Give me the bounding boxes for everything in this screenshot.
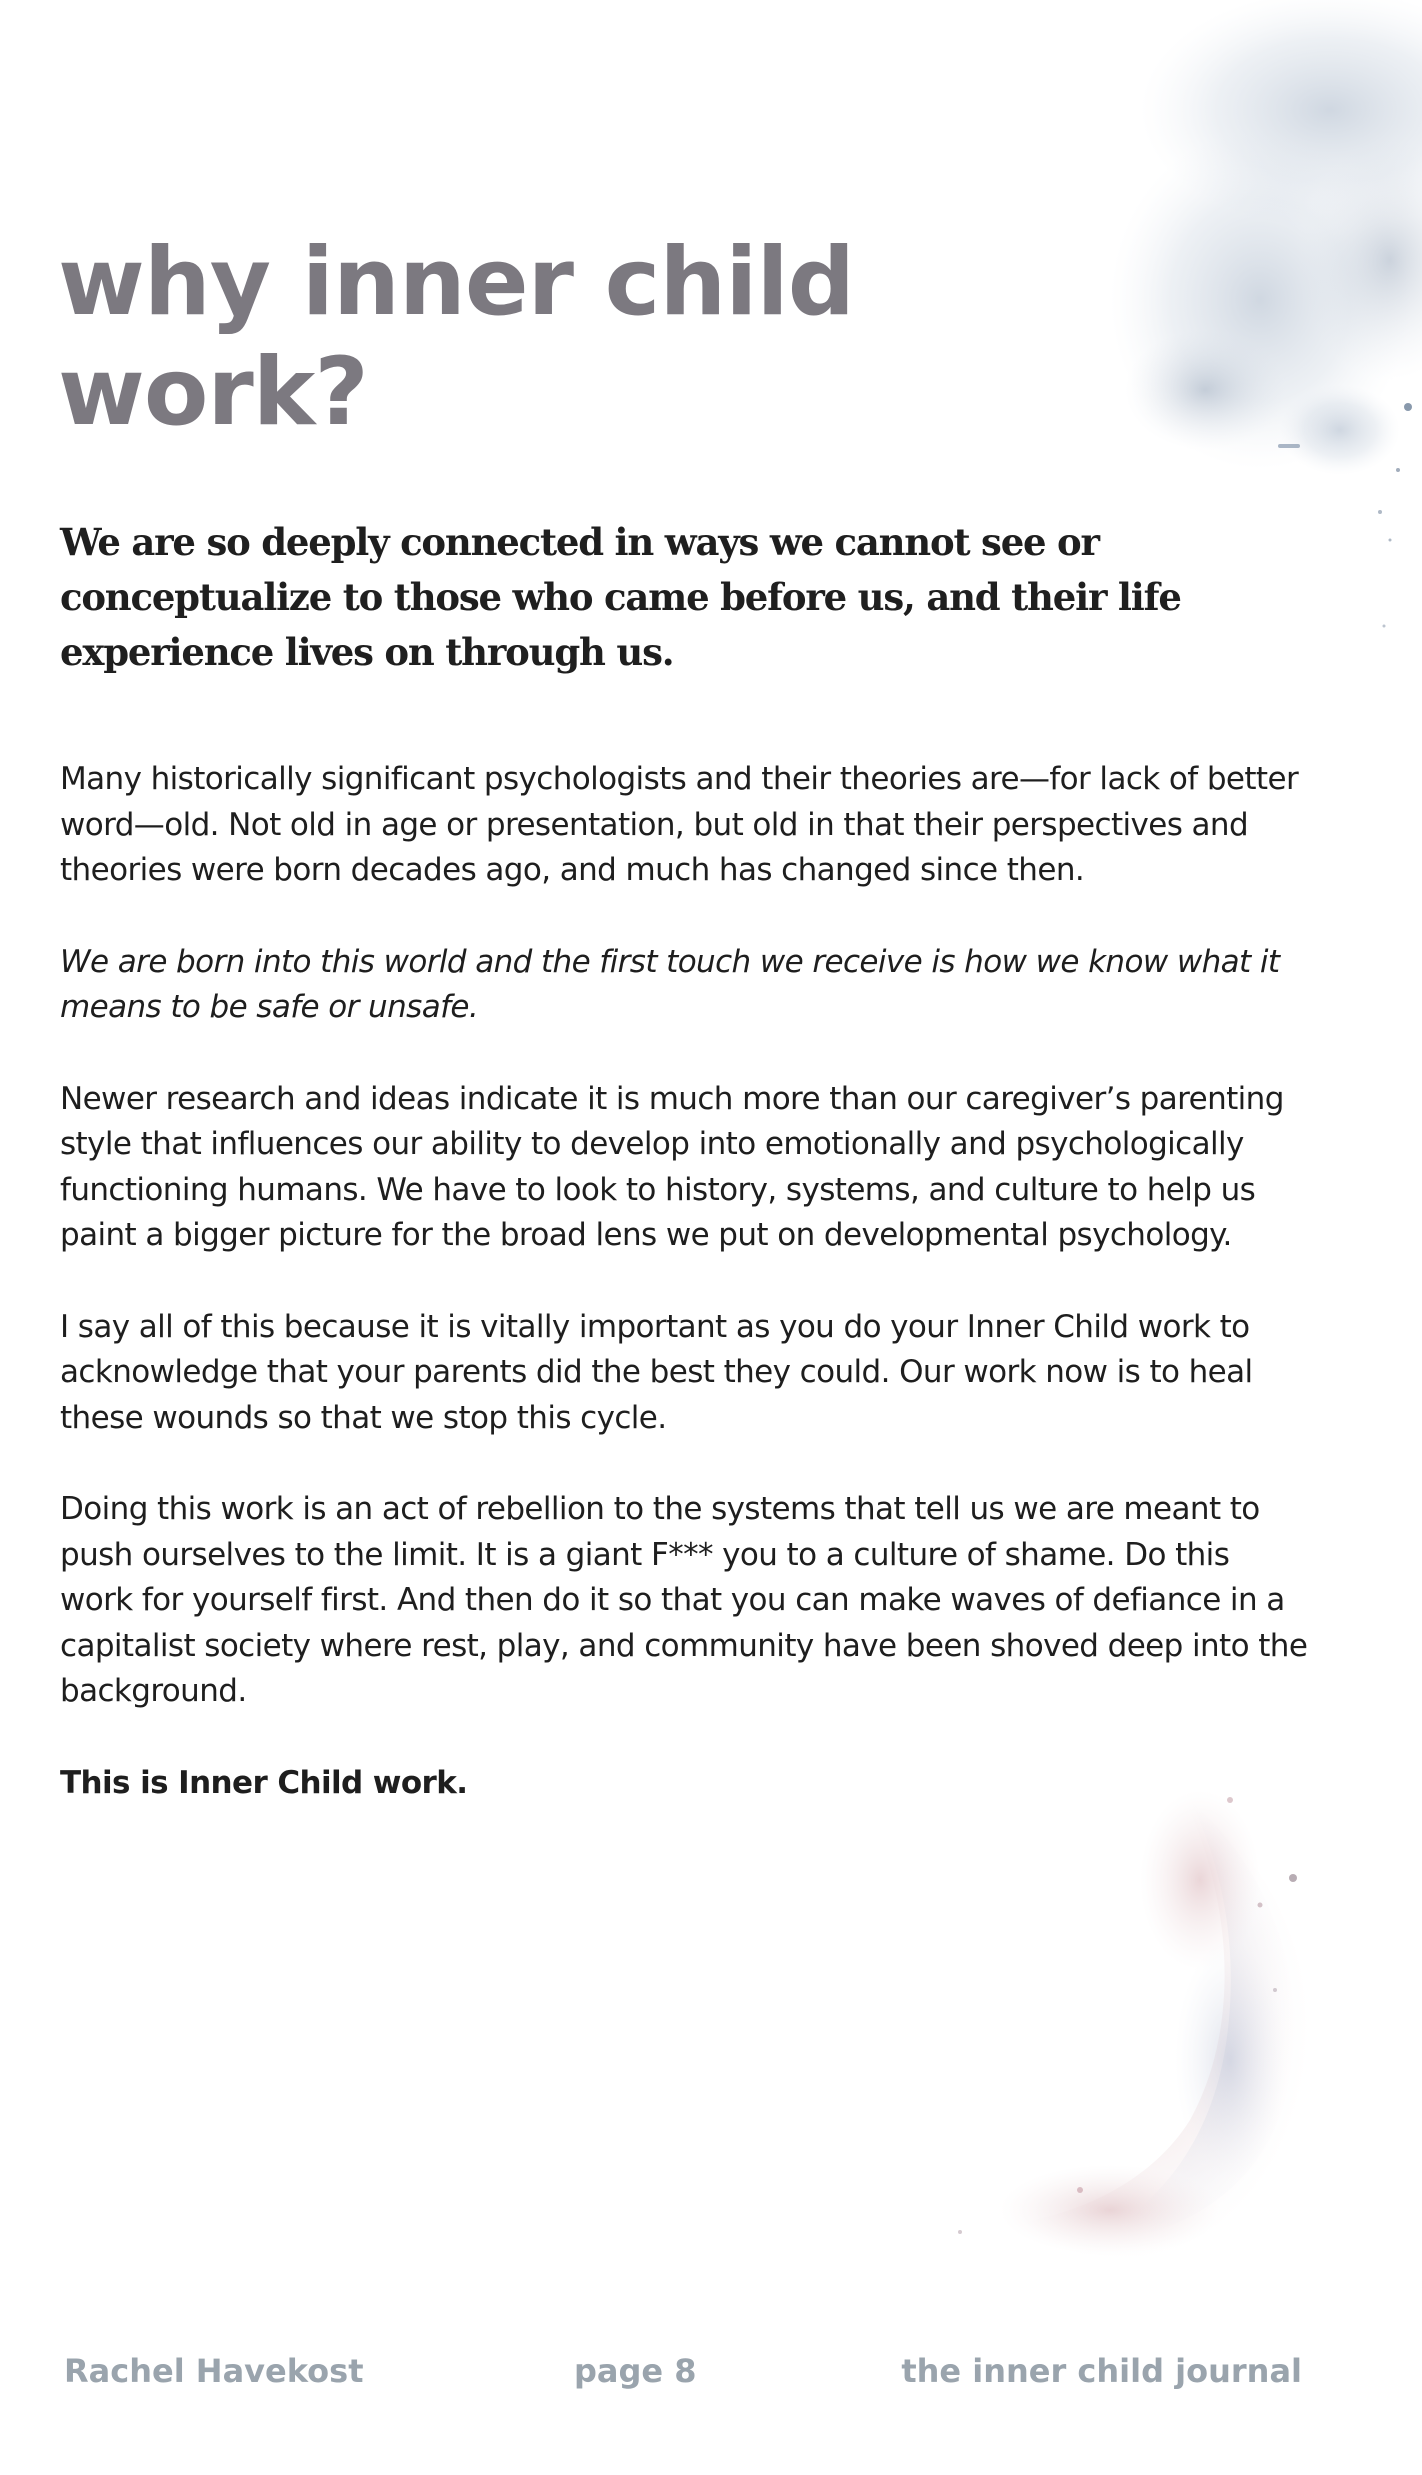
paragraph-parents-did-best: I say all of this because it is vitally important as you do your Inner Child work to acknowledge that your parents did the best they could. Our work now is to heal these wounds so that we stop this cycle. xyxy=(60,1308,1253,1436)
paragraph-first-touch: We are born into this world and the first touch we receive is how we know what it means to be safe or unsafe. xyxy=(60,943,1280,1025)
lead-paragraph: We are so deeply connected in ways we cannot see or conceptualize to those who came before us, and their life experience lives on through us. xyxy=(60,520,1181,674)
page-footer xyxy=(0,2352,1422,2402)
paragraph-newer-research: Newer research and ideas indicate it is much more than our caregiver’s parenting style that influences our ability to develop into emotionally and psychologically functioning humans. We have to look to history, systems, and culture to help us paint a bigger picture for the broad lens we put on developmental psychology. xyxy=(60,1080,1284,1253)
paragraph-rebellion: Doing this work is an act of rebellion to the systems that tell us we are meant to push ourselves to the limit. It is a giant F*** you to a culture of shame. Do this work for yourself first. And then do it so that you can make waves of defiance in a capitalist society where rest, play, and community have been shoved deep into the background. xyxy=(60,1491,1308,1709)
pink-crescent-moon xyxy=(940,1790,1310,2261)
footer-author: Rachel Havekost xyxy=(64,2352,364,2390)
footer-page-number: page 8 xyxy=(574,2352,697,2390)
page-title-line-1: why inner child xyxy=(58,228,855,337)
paragraph-psychologists: Many historically significant psychologists and their theories are—for lack of better word—old. Not old in age or presentation, but old in that their perspectives and theories were born decades ago, and much has changed since then. xyxy=(60,761,1299,888)
closing-statement: This is Inner Child work. xyxy=(60,1764,468,1801)
page-title xyxy=(58,228,958,448)
footer-journal-title: the inner child journal xyxy=(901,2352,1302,2390)
page-title-line-2: work? xyxy=(58,338,368,447)
body-text xyxy=(60,757,1310,1852)
